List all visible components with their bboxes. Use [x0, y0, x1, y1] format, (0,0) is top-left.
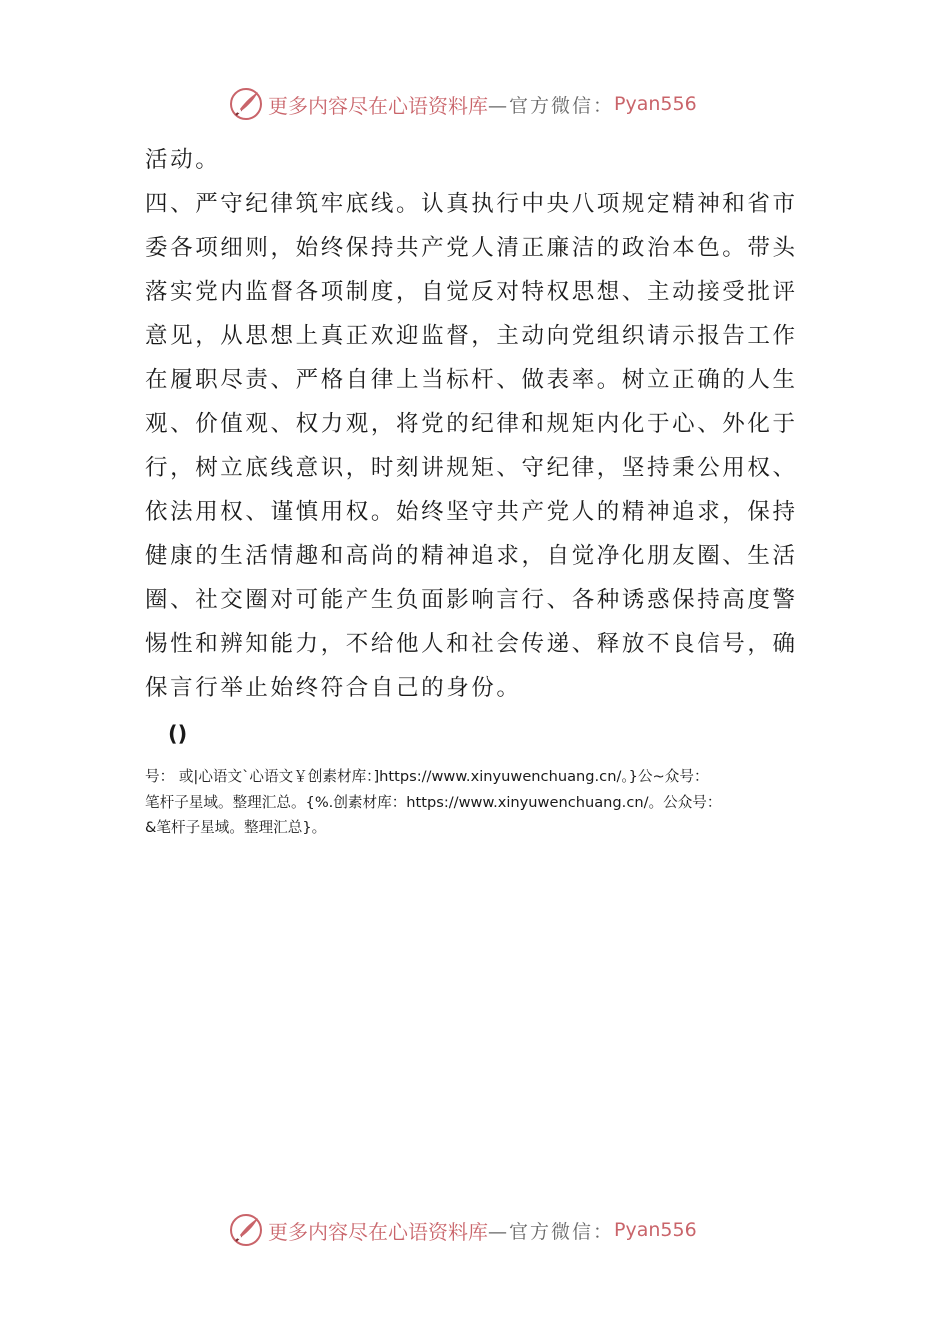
banner-wechat-label: —官方微信：	[488, 94, 615, 117]
body-line: 四、严守纪律筑牢底线。认真执行中央八项规定精神和省市	[145, 191, 798, 217]
banner-title: 更多内容尽在心语资料库	[268, 1219, 488, 1244]
empty-parentheses: ()	[168, 722, 188, 746]
banner-wechat-id: Pyan556	[614, 1219, 697, 1241]
footnote	[145, 764, 825, 841]
body-line: 依法用权、谨慎用权。始终坚守共产党人的精神追求，保持	[145, 499, 798, 525]
footnote-line: &笔杆子星域。整理汇总}。	[145, 819, 327, 836]
body-line: 意见，从思想上真正欢迎监督，主动向党组织请示报告工作	[145, 323, 798, 349]
banner-wechat-id: Pyan556	[614, 93, 697, 115]
body-line: 行，树立底线意识，时刻讲规矩、守纪律，坚持秉公用权、	[145, 455, 798, 481]
body-line: 健康的生活情趣和高尚的精神追求，自觉净化朋友圈、生活	[145, 543, 798, 569]
body-line: 观、价值观、权力观，将党的纪律和规矩内化于心、外化于	[145, 411, 798, 437]
banner-wechat-label: —官方微信：	[488, 1220, 615, 1243]
footnote-line: 笔杆子星域。整理汇总。{%.创素材库：https://www.xinyuwenchuang.cn/。公众号：	[145, 793, 722, 811]
banner-title: 更多内容尽在心语资料库	[268, 93, 488, 118]
body-line: 圈、社交圈对可能产生负面影响言行、各种诱惑保持高度警	[145, 587, 798, 613]
quill-pen-logo-icon	[228, 1212, 264, 1248]
body-line: 在履职尽责、严格自律上当标杆、做表率。树立正确的人生	[145, 367, 798, 393]
document-body	[145, 138, 810, 710]
body-line: 活动。	[145, 147, 221, 173]
footer-banner	[228, 1210, 748, 1250]
header-banner	[228, 84, 748, 124]
body-line: 落实党内监督各项制度，自觉反对特权思想、主动接受批评	[145, 279, 798, 305]
body-line: 惕性和辨知能力，不给他人和社会传递、释放不良信号，确	[145, 631, 798, 657]
body-line: 保言行举止始终符合自己的身份。	[145, 675, 522, 701]
quill-pen-logo-icon	[228, 86, 264, 122]
body-line: 委各项细则，始终保持共产党人清正廉洁的政治本色。带头	[145, 235, 798, 261]
footnote-line: 号： 或|心语文`心语文￥创素材库：]https://www.xinyuwenchuang.cn/。}公~众号：	[145, 768, 709, 785]
